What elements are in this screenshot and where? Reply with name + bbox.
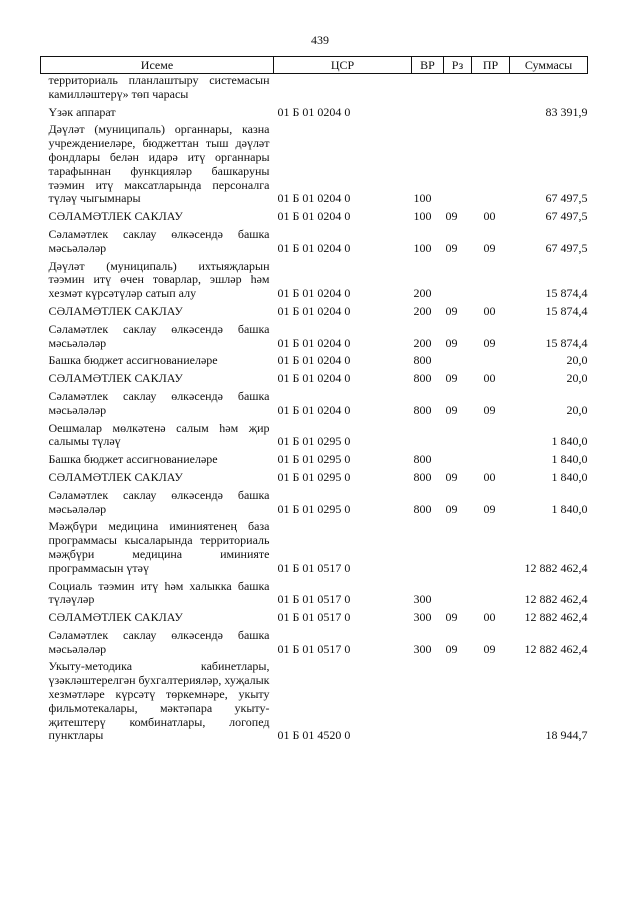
table-row (41, 74, 588, 102)
table-row (41, 418, 588, 450)
cell-sum: 12 882 462,4 (524, 560, 588, 575)
cell-name: Дәүләт (муниципаль) ихтыяҗларын тәэмин итү өчен товарлар, эшләр һәм хезмәт күрсәтүләр сатып алу (48, 258, 270, 301)
cell-csr: 01 Б 01 0204 0 (277, 240, 351, 255)
cell-csr: 01 Б 01 0295 0 (277, 434, 351, 449)
cell-rz (444, 516, 472, 575)
cell-rz (444, 449, 472, 467)
cell-csr: 01 Б 01 0295 0 (277, 501, 351, 516)
cell-csr: 01 Б 01 0517 0 (277, 610, 351, 625)
cell-rz (444, 350, 472, 368)
table-row (41, 256, 588, 301)
cell-vr: 200 (413, 286, 432, 301)
cell-sum: 67 497,5 (545, 209, 588, 224)
cell-rz: 09 (445, 610, 458, 625)
cell-vr: 100 (413, 240, 432, 255)
cell-pr (472, 516, 510, 575)
cell-rz: 09 (445, 501, 458, 516)
cell-csr: 01 Б 01 0517 0 (277, 592, 351, 607)
cell-sum: 20,0 (566, 353, 588, 368)
table-row (41, 102, 588, 120)
cell-rz (444, 119, 472, 206)
cell-csr: 01 Б 01 0204 0 (277, 371, 351, 386)
cell-rz (444, 576, 472, 608)
cell-vr (412, 656, 444, 743)
table-row (41, 485, 588, 517)
cell-sum: 12 882 462,4 (524, 610, 588, 625)
cell-name: Башка бюджет ассигнованиеләре (48, 452, 218, 467)
cell-name: Дәүләт (муниципаль) органнары, казна учреждениеләре, бюджеттан тыш дәүләт фондлары белән идарә итү органнары тарафыннан функцияләр башкаруны тәэмин итү максатларында персоналга түләү чыгымнары (48, 122, 270, 206)
cell-vr: 800 (413, 371, 432, 386)
cell-csr: 01 Б 01 0204 0 (277, 335, 351, 350)
header-vr: ВР (412, 57, 444, 74)
table-row (41, 206, 588, 224)
table-row (41, 625, 588, 657)
cell-vr: 800 (413, 501, 432, 516)
table-row (41, 576, 588, 608)
cell-pr (472, 350, 510, 368)
table-body (41, 74, 588, 744)
cell-pr: 00 (483, 371, 496, 386)
cell-name: СӘЛАМӘТЛЕК САКЛАУ (48, 209, 183, 224)
cell-sum: 20,0 (566, 402, 588, 417)
cell-rz: 09 (445, 402, 458, 417)
cell-rz (444, 256, 472, 301)
cell-vr: 800 (413, 469, 432, 484)
cell-sum: 1 840,0 (551, 469, 588, 484)
table-row (41, 467, 588, 485)
cell-name: Үзәк аппарат (48, 104, 116, 119)
cell-sum: 15 874,4 (545, 286, 588, 301)
cell-name: Сәламәтлек саклау өлкәсендә башка мәсьәләләр (48, 627, 270, 656)
cell-name: СӘЛАМӘТЛЕК САКЛАУ (48, 303, 183, 318)
cell-csr: 01 Б 01 0295 0 (277, 452, 351, 467)
cell-name: СӘЛАМӘТЛЕК САКЛАУ (48, 610, 183, 625)
cell-sum: 1 840,0 (551, 434, 588, 449)
cell-pr (472, 256, 510, 301)
table-row (41, 656, 588, 743)
cell-name: СӘЛАМӘТЛЕК САКЛАУ (48, 371, 183, 386)
cell-pr (472, 119, 510, 206)
table-row (41, 368, 588, 386)
table-header (41, 57, 588, 74)
cell-csr: 01 Б 01 0295 0 (277, 469, 351, 484)
cell-rz: 09 (445, 469, 458, 484)
table-row (41, 607, 588, 625)
cell-vr: 200 (413, 335, 432, 350)
cell-csr: 01 Б 01 0204 0 (277, 303, 351, 318)
cell-pr: 09 (483, 641, 496, 656)
cell-vr (412, 516, 444, 575)
cell-vr: 200 (413, 303, 432, 318)
cell-vr: 800 (413, 402, 432, 417)
cell-pr (472, 74, 510, 102)
header-name: Исеме (41, 57, 274, 74)
cell-pr: 00 (483, 469, 496, 484)
cell-rz (444, 102, 472, 120)
cell-name: Сәламәтлек саклау өлкәсендә башка мәсьәләләр (48, 226, 270, 255)
cell-vr (412, 102, 444, 120)
cell-rz: 09 (445, 371, 458, 386)
table-row (41, 449, 588, 467)
cell-sum: 20,0 (566, 371, 588, 386)
cell-rz: 09 (445, 641, 458, 656)
cell-name: Мәҗбүри медицина иминиятенең база программасы кысаларында территориаль мәҗбүри медицина иминияте программасын үтәү (48, 519, 270, 575)
table-row (41, 319, 588, 351)
cell-sum: 83 391,9 (545, 104, 588, 119)
cell-sum: 15 874,4 (545, 303, 588, 318)
cell-csr: 01 Б 01 0517 0 (277, 641, 351, 656)
cell-rz (444, 418, 472, 450)
cell-csr: 01 Б 01 0204 0 (277, 286, 351, 301)
cell-pr (472, 656, 510, 743)
cell-vr: 300 (413, 610, 432, 625)
header-pr: ПР (472, 57, 510, 74)
cell-name: Сәламәтлек саклау өлкәсендә башка мәсьәләләр (48, 321, 270, 350)
cell-pr (472, 418, 510, 450)
cell-vr: 100 (413, 191, 432, 206)
cell-pr (472, 576, 510, 608)
cell-rz: 09 (445, 335, 458, 350)
cell-pr: 00 (483, 610, 496, 625)
cell-name: территориаль планлаштыру системасын камилләштерү» төп чарасы (48, 73, 270, 101)
cell-vr (412, 74, 444, 102)
cell-vr: 800 (413, 353, 432, 368)
cell-pr (472, 449, 510, 467)
cell-csr: 01 Б 01 0204 0 (277, 209, 351, 224)
table-row (41, 301, 588, 319)
table-row (41, 350, 588, 368)
cell-pr: 09 (483, 501, 496, 516)
header-sum: Суммасы (510, 57, 588, 74)
cell-rz (444, 74, 472, 102)
cell-name: Социаль тәэмин итү һәм халыкка башка түләүләр (48, 578, 270, 607)
cell-pr: 09 (483, 335, 496, 350)
cell-name: Башка бюджет ассигнованиеләре (48, 353, 218, 368)
budget-table (40, 56, 588, 743)
cell-sum: 67 497,5 (545, 191, 588, 206)
cell-vr: 300 (413, 641, 432, 656)
cell-pr: 00 (483, 209, 496, 224)
cell-pr: 00 (483, 303, 496, 318)
cell-csr: 01 Б 01 0517 0 (277, 560, 351, 575)
table-row (41, 516, 588, 575)
cell-sum: 1 840,0 (551, 452, 588, 467)
table-row (41, 224, 588, 256)
cell-name: СӘЛАМӘТЛЕК САКЛАУ (48, 469, 183, 484)
cell-pr: 09 (483, 402, 496, 417)
cell-csr: 01 Б 01 0204 0 (277, 402, 351, 417)
cell-sum (510, 74, 588, 102)
cell-name: Укыту-методика кабинетлары, үзәкләштерелгән бухгалтерияләр, хуҗалык хезмәтләре күрсәтү төркемнәре, укыту фильмотекалары, мәктәпара укыту-җитештерү комбинатлары, логопед пунктлары (48, 659, 270, 743)
table-row (41, 386, 588, 418)
header-rz: Рз (444, 57, 472, 74)
cell-vr (412, 418, 444, 450)
cell-sum: 18 944,7 (545, 728, 588, 743)
cell-csr: 01 Б 01 0204 0 (277, 353, 351, 368)
cell-sum: 15 874,4 (545, 335, 588, 350)
cell-sum: 12 882 462,4 (524, 641, 588, 656)
cell-csr: 01 Б 01 4520 0 (277, 728, 351, 743)
page-number: 439 (311, 33, 329, 47)
cell-csr: 01 Б 01 0204 0 (277, 104, 351, 119)
cell-rz: 09 (445, 240, 458, 255)
cell-rz: 09 (445, 209, 458, 224)
cell-rz: 09 (445, 303, 458, 318)
cell-name: Сәламәтлек саклау өлкәсендә башка мәсьәләләр (48, 388, 270, 417)
cell-vr: 100 (413, 209, 432, 224)
cell-rz (444, 656, 472, 743)
cell-pr: 09 (483, 240, 496, 255)
cell-vr: 800 (413, 452, 432, 467)
cell-pr (472, 102, 510, 120)
cell-sum: 1 840,0 (551, 501, 588, 516)
cell-sum: 12 882 462,4 (524, 592, 588, 607)
cell-vr: 300 (413, 592, 432, 607)
table-row (41, 119, 588, 206)
cell-csr (274, 74, 412, 102)
cell-csr: 01 Б 01 0204 0 (277, 191, 351, 206)
header-csr: ЦСР (274, 57, 412, 74)
cell-sum: 67 497,5 (545, 240, 588, 255)
cell-name: Оешмалар мөлкәтенә салым һәм җир салымы түләү (48, 420, 270, 449)
cell-name: Сәламәтлек саклау өлкәсендә башка мәсьәләләр (48, 487, 270, 516)
